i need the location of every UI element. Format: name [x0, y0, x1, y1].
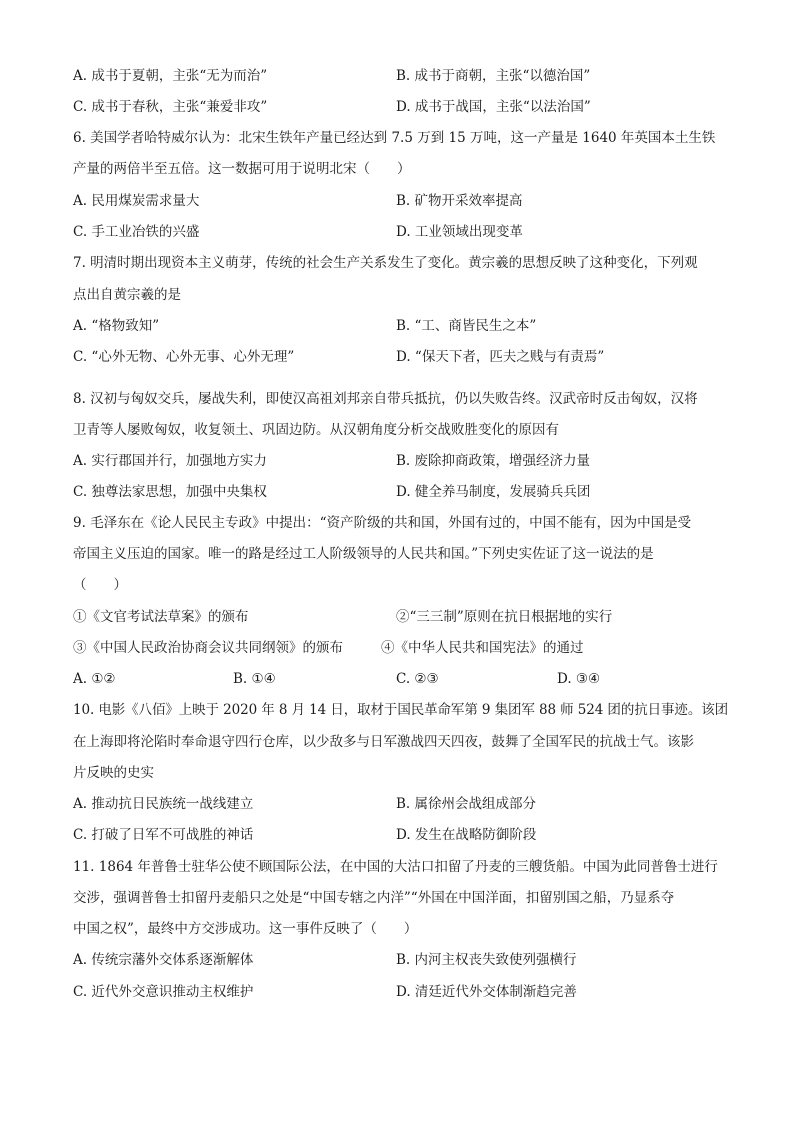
q9-item-3: ③《中国人民政治协商会议共同纲领》的颁布: [73, 640, 343, 656]
q7-option-b: B. “工、商皆民生之本”: [396, 318, 537, 334]
q5-option-b: B. 成书于商朝，主张“以德治国”: [396, 68, 591, 84]
q9-item-4: ④《中华人民共和国宪法》的通过: [381, 640, 584, 656]
q9-stem-line-1: 9. 毛泽东在《论人民民主专政》中提出：“资产阶级的共和国，外国有过的，中国不能有，因为中国是受: [73, 515, 692, 531]
q9-option-a: A. ①②: [73, 671, 116, 687]
q11-stem-line-2: 交涉，强调普鲁士扣留丹麦船只之处是“中国专辖之内洋”“外国在中国洋面，扣留别国之船，乃显系夺: [73, 890, 675, 906]
q6-option-c: C. 手工业冶铁的兴盛: [73, 224, 200, 240]
q7-stem-line-1: 7. 明清时期出现资本主义萌芽，传统的社会生产关系发生了变化。黄宗羲的思想反映了这种变化，下列观: [73, 255, 698, 271]
q8-option-c: C. 独尊法家思想，加强中央集权: [73, 484, 267, 500]
q11-option-a: A. 传统宗藩外交体系逐渐解体: [73, 952, 254, 968]
q9-option-b: B. ①④: [233, 671, 276, 687]
q10-stem-line-3: 片反映的史实: [73, 765, 154, 781]
q9-stem-line-3: （ ）: [73, 577, 127, 593]
q6-option-b: B. 矿物开采效率提高: [396, 193, 523, 209]
q7-option-a: A. “格物致知”: [73, 318, 160, 334]
q6-stem-line-2: 产量的两倍半至五倍。这一数据可用于说明北宋（ ）: [73, 161, 411, 177]
q8-stem-line-2: 卫青等人屡败匈奴，收复领土、巩固边防。从汉朝角度分析交战败胜变化的原因有: [73, 422, 559, 438]
q7-option-d: D. “保天下者，匹夫之贱与有责焉”: [396, 349, 605, 365]
q5-option-c: C. 成书于春秋，主张“兼爱非攻”: [73, 99, 268, 115]
q9-stem-line-2: 帝国主义压迫的国家。唯一的路是经过工人阶级领导的人民共和国。”下列史实佐证了这一说法的是: [73, 546, 654, 562]
q10-option-a: A. 推动抗日民族统一战线建立: [73, 796, 254, 812]
q9-option-c: C. ②③: [396, 671, 439, 687]
q11-stem-line-1: 11. 1864 年普鲁士驻华公使不顾国际公法，在中国的大沽口扣留了丹麦的三艘货船。中国为此同普鲁士进行: [73, 859, 718, 875]
q8-option-d: D. 健全养马制度，发展骑兵兵团: [396, 484, 591, 500]
q8-stem-line-1: 8. 汉初与匈奴交兵，屡战失利，即使汉高祖刘邦亲自带兵抵抗，仍以失败告终。汉武帝时反击匈奴，汉将: [73, 391, 698, 407]
q11-stem-line-3: 中国之权”，最终中方交涉成功。这一事件反映了（ ）: [73, 921, 418, 937]
q10-option-b: B. 属徐州会战组成部分: [396, 796, 537, 812]
q10-option-d: D. 发生在战略防御阶段: [396, 827, 537, 843]
q8-option-a: A. 实行郡国并行，加强地方实力: [73, 453, 267, 469]
q9-option-d: D. ③④: [557, 671, 601, 687]
q9-item-2: ②“三三制”原则在抗日根据地的实行: [396, 609, 613, 625]
q7-option-c: C. “心外无物、心外无事、心外无理”: [73, 349, 295, 365]
q6-stem-line-1: 6. 美国学者哈特威尔认为：北宋生铁年产量已经达到 7.5 万到 15 万吨，这一产量是 1640 年英国本土生铁: [73, 130, 716, 146]
q6-option-d: D. 工业领域出现变革: [396, 224, 523, 240]
q5-option-d: D. 成书于战国，主张“以法治国”: [396, 99, 591, 115]
q11-option-b: B. 内河主权丧失致使列强横行: [396, 952, 577, 968]
q10-option-c: C. 打破了日军不可战胜的神话: [73, 827, 254, 843]
q6-option-a: A. 民用煤炭需求量大: [73, 193, 200, 209]
q8-option-b: B. 废除抑商政策，增强经济力量: [396, 453, 591, 469]
q11-option-d: D. 清廷近代外交体制渐趋完善: [396, 984, 577, 1000]
q5-option-a: A. 成书于夏朝，主张“无为而治”: [73, 68, 268, 84]
q10-stem-line-2: 在上海即将沦陷时奉命退守四行仓库，以少敌多与日军激战四天四夜，鼓舞了全国军民的抗战士气。该影: [73, 734, 694, 750]
q10-stem-line-1: 10. 电影《八佰》上映于 2020 年 8 月 14 日，取材于国民革命军第 9 集团军 88 师 524 团的抗日事迹。该团: [73, 702, 729, 718]
q9-item-1: ①《文官考试法草案》的颁布: [73, 609, 249, 625]
q7-stem-line-2: 点出自黄宗羲的是: [73, 287, 181, 303]
q11-option-c: C. 近代外交意识推动主权维护: [73, 984, 254, 1000]
